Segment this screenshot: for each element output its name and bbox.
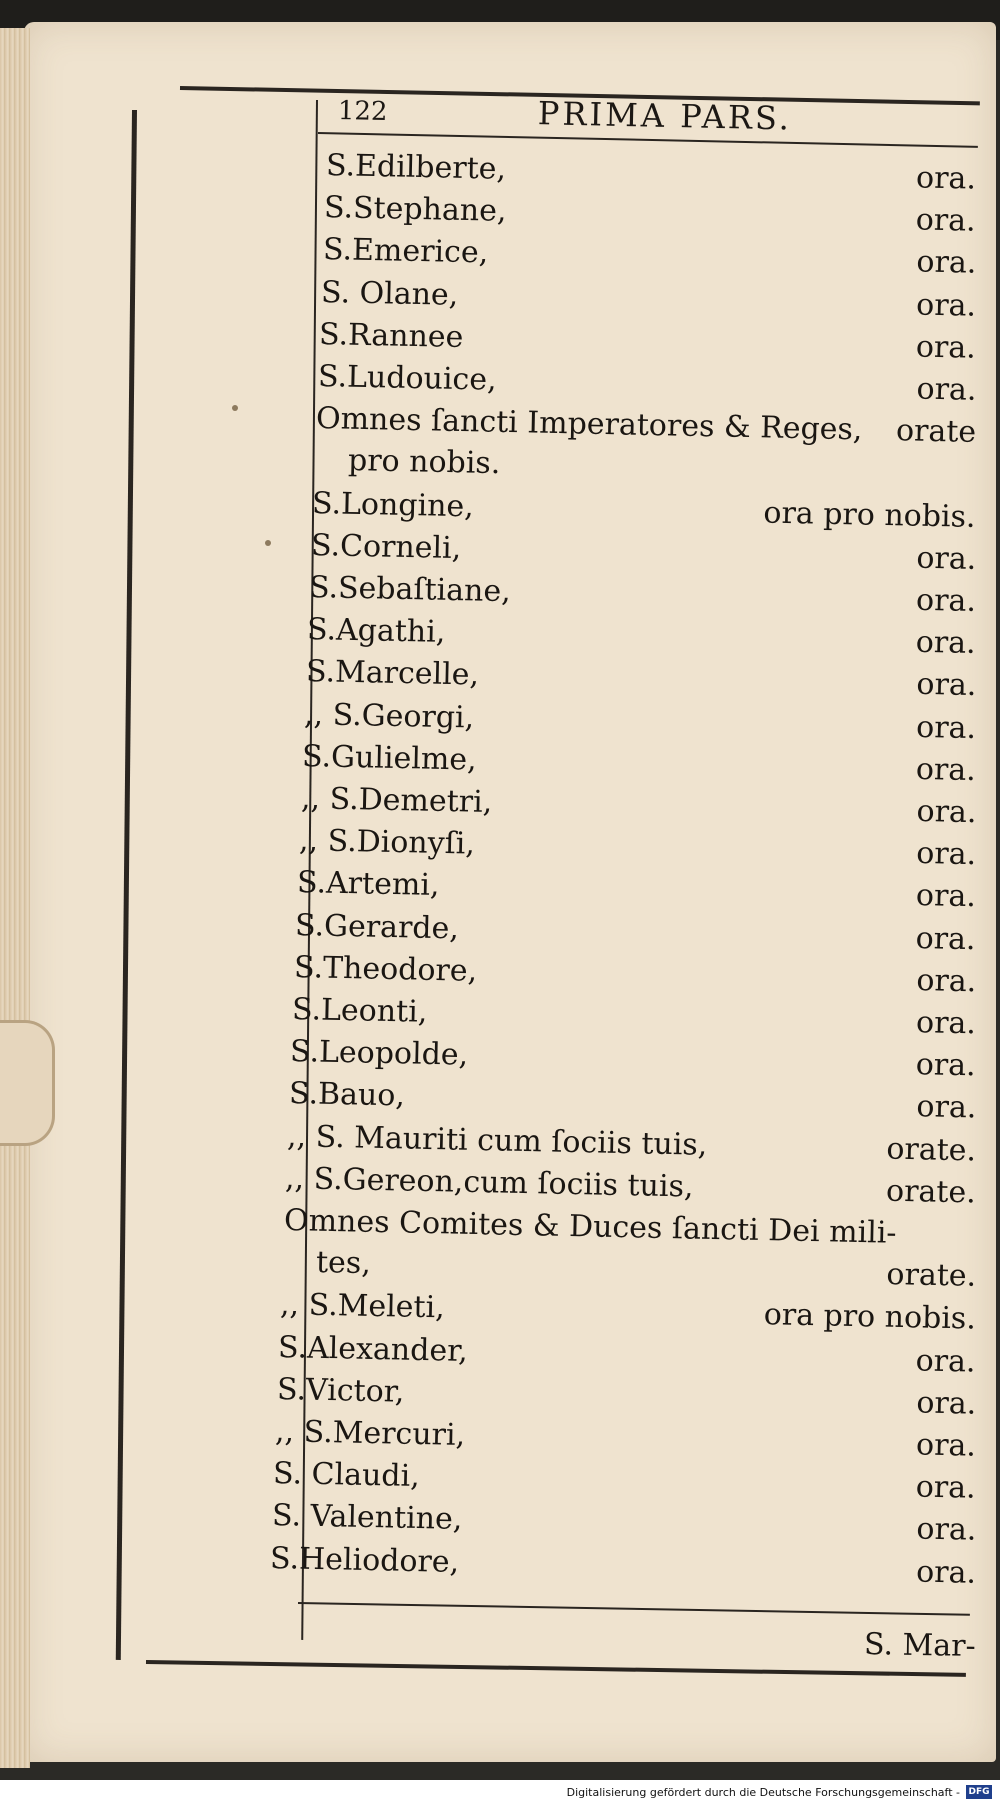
response: ora pro nobis. xyxy=(763,495,977,535)
response: ora. xyxy=(915,202,977,239)
response: ora. xyxy=(915,1385,977,1422)
saint-invocation: S.Edilberte, xyxy=(325,148,507,187)
response: ora. xyxy=(915,1554,977,1591)
response: ora. xyxy=(915,624,977,662)
response: ora. xyxy=(915,582,977,619)
saint-invocation: S.Emerice, xyxy=(322,232,489,271)
saint-invocation: S.Rannee xyxy=(318,316,464,355)
saint-invocation: S. Valentine, xyxy=(271,1498,463,1538)
response: ora. xyxy=(915,836,977,873)
response: orate xyxy=(895,413,977,451)
response: ora. xyxy=(915,1342,977,1380)
response: ora. xyxy=(915,920,977,957)
saint-invocation: S.Artemi, xyxy=(296,865,440,904)
saint-invocation: S.Stephane, xyxy=(324,190,508,230)
saint-invocation: ,, S.Demetri, xyxy=(300,781,493,821)
saint-invocation: ,, S.Meleti, xyxy=(279,1287,446,1326)
saint-invocation: tes, xyxy=(315,1245,371,1282)
saint-invocation: S.Heliodore, xyxy=(269,1540,460,1580)
response: ora. xyxy=(915,244,977,282)
response: ora. xyxy=(915,371,977,408)
saint-invocation: S.Gerarde, xyxy=(295,907,460,947)
saint-invocation: S. Olane, xyxy=(320,274,459,313)
response: ora. xyxy=(915,287,977,324)
saint-invocation: S.Bauo, xyxy=(288,1076,405,1114)
response: ora. xyxy=(915,962,977,1000)
saint-invocation: S.Leonti, xyxy=(291,992,428,1030)
saint-invocation: pro nobis. xyxy=(347,443,501,482)
saint-invocation: S.Victor, xyxy=(276,1371,405,1410)
saint-invocation: S. Claudi, xyxy=(273,1456,421,1495)
saint-invocation: ,, S.Gereon,cum ſociis tuis, xyxy=(284,1160,695,1205)
saint-invocation: S.Ludouice, xyxy=(317,359,497,398)
response: ora. xyxy=(915,329,977,366)
digitization-footer xyxy=(0,1780,1000,1805)
response: ora. xyxy=(915,160,977,197)
response: ora. xyxy=(915,667,977,704)
saint-invocation: ,, S. Mauriti cum ſociis tuis, xyxy=(286,1118,708,1163)
response: ora. xyxy=(915,1427,977,1464)
saint-invocation: S.Theodore, xyxy=(293,949,478,989)
saint-invocation: S.Sebaſtiane, xyxy=(308,570,512,610)
catchword: S. Mar- xyxy=(863,1627,976,1664)
response: ora. xyxy=(915,540,977,577)
footer-credit: Digitalisierung gefördert durch die Deutsche Forschungsgemeinschaft - xyxy=(566,1786,960,1799)
page-number: 122 xyxy=(337,96,388,128)
response: ora. xyxy=(915,878,977,915)
saint-invocation: S.Alexander, xyxy=(278,1329,469,1369)
response: ora. xyxy=(915,793,977,831)
saint-invocation: S.Longine, xyxy=(312,485,475,524)
response: ora. xyxy=(915,751,977,788)
saint-invocation: ,, S.Georgi, xyxy=(303,696,475,736)
saint-invocation: S.Agathi, xyxy=(307,612,446,651)
saint-invocation: S.Leopolde, xyxy=(290,1034,469,1073)
response: orate. xyxy=(885,1131,977,1169)
saint-invocation: S.Gulielme, xyxy=(301,738,478,778)
saint-invocation: Omnes Comites & Duces ſancti Dei mili- xyxy=(283,1203,897,1251)
ink-speck xyxy=(265,540,271,546)
response: ora. xyxy=(915,1469,977,1506)
saint-invocation: ,, S.Dionyſi, xyxy=(298,823,476,862)
response: ora. xyxy=(915,1089,977,1126)
saint-invocation: Omnes ſancti Imperatores & Reges, xyxy=(315,401,863,448)
response: ora pro nobis. xyxy=(763,1297,977,1337)
response: orate. xyxy=(885,1257,977,1295)
response: ora. xyxy=(915,1511,977,1549)
response: ora. xyxy=(915,1047,977,1084)
running-title: PRIMA PARS. xyxy=(537,94,793,138)
ink-speck xyxy=(232,405,238,411)
dfg-logo: DFG xyxy=(966,1785,992,1799)
saint-invocation: S.Corneli, xyxy=(310,527,462,566)
response: ora. xyxy=(915,709,977,746)
response: ora. xyxy=(915,1005,977,1042)
response: orate. xyxy=(885,1173,977,1211)
saint-invocation: ,, S.Mercuri, xyxy=(274,1414,466,1453)
saint-invocation: S.Marcelle, xyxy=(305,654,479,694)
